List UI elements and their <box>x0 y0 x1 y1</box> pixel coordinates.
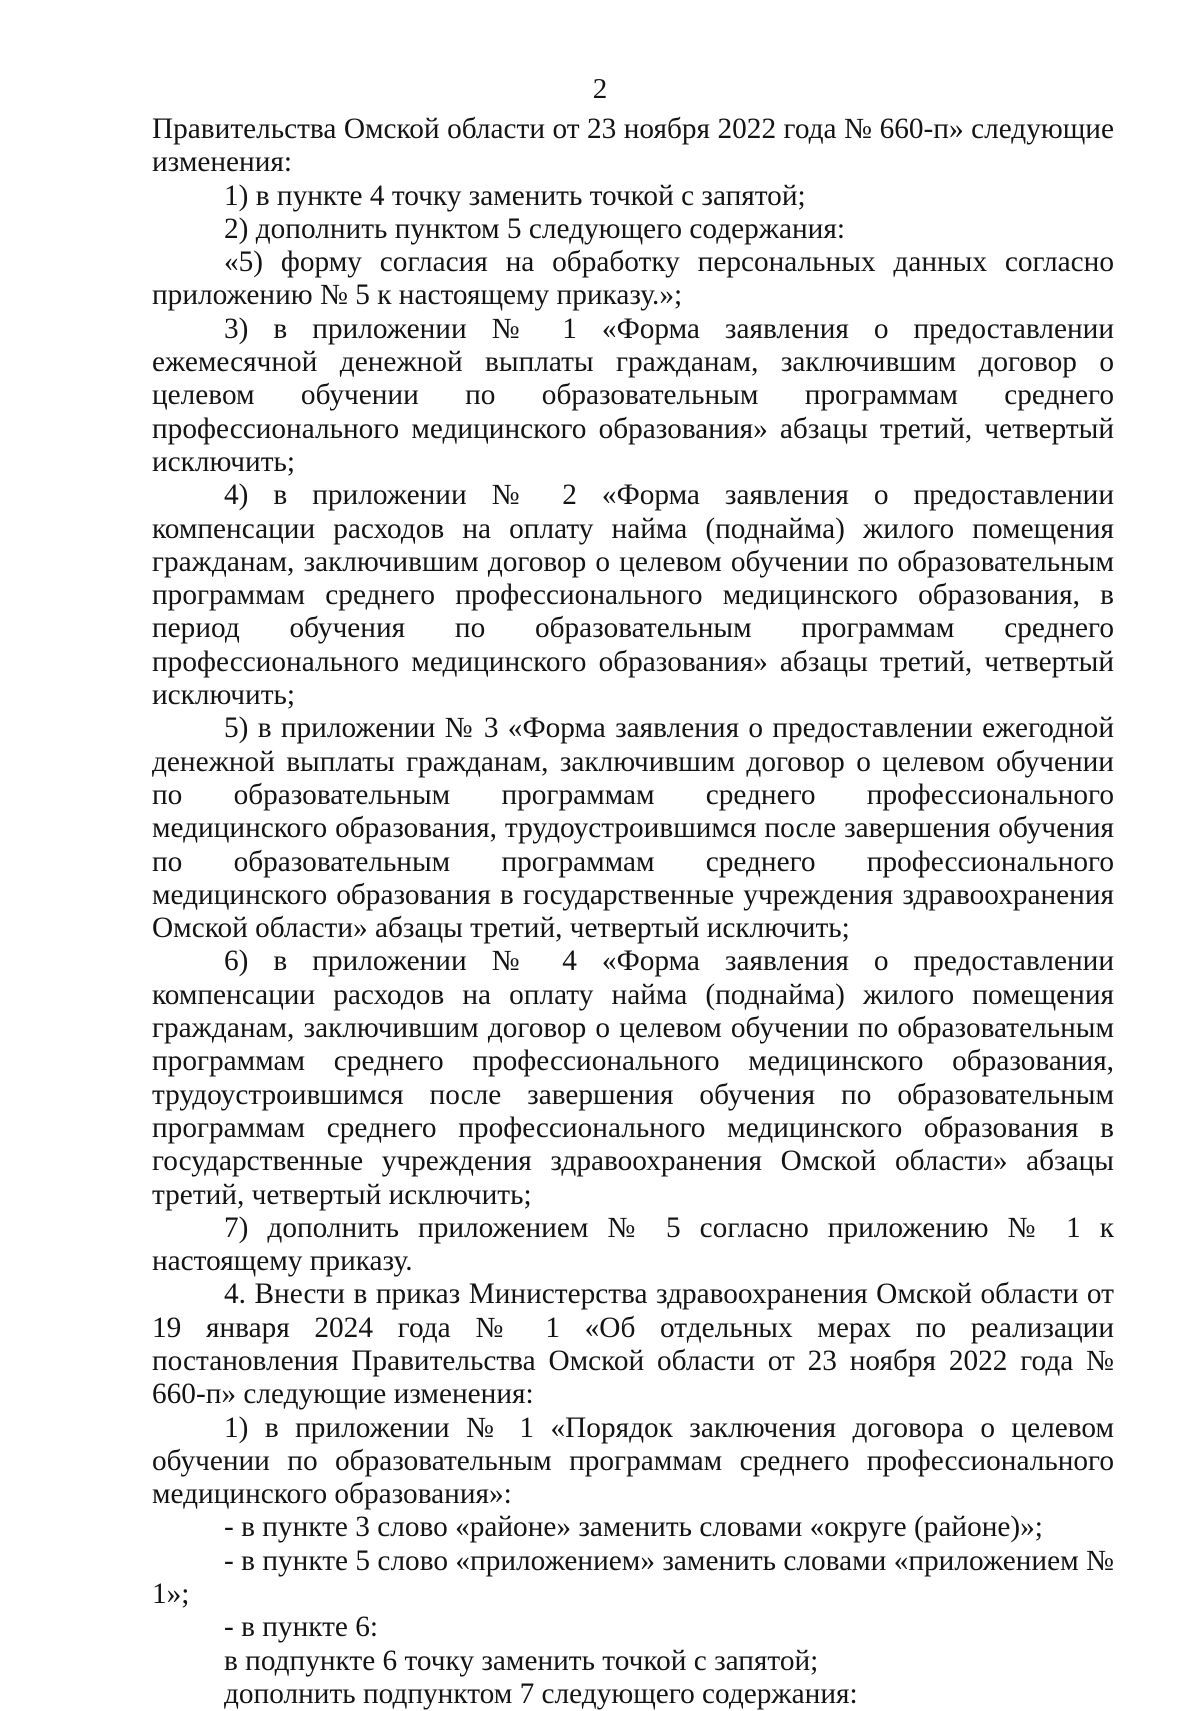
paragraph-quote-item-5: «5) форму согласия на обработку персональных данных согласно приложению № 5 к настоящему приказу.»; <box>152 246 1114 312</box>
page-number: 2 <box>592 73 608 105</box>
paragraph-item-6: 6) в приложении № 4 «Форма заявления о предоставлении компенсации расходов на оплату найма (поднайма) жилого помещения гражданам, заключившим договор о целевом обучении по образовательным программам среднего профессионального медицинского образования, трудоустроившимся после завершения обучения по образовательным программам среднего профессионального медицинского образования в государственные учреждения здравоохранения Омской области» абзацы третий, четвертый исключить; <box>152 945 1114 1211</box>
paragraph-intro: Правительства Омской области от 23 ноября 2022 года № 660-п» следующие изменения: <box>152 113 1114 179</box>
paragraph-item-2: 2) дополнить пунктом 5 следующего содержания: <box>224 212 845 245</box>
paragraph-section-4-item-1: 1) в приложении № 1 «Порядок заключения договора о целевом обучении по образовательным программам среднего профессионального медицинского образования»: <box>152 1411 1114 1511</box>
paragraph-section-4: 4. Внести в приказ Министерства здравоохранения Омской области от 19 января 2024 года № 1 «Об отдельных мерах по реализации постановления Правительства Омской области от 23 ноября 2022 года № 660-п» следующие изменения: <box>152 1278 1114 1411</box>
paragraph-dash-point-6: - в пункте 6: <box>224 1611 379 1644</box>
document-body <box>152 113 1114 1711</box>
paragraph-item-7: 7) дополнить приложением № 5 согласно приложению № 1 к настоящему приказу. <box>152 1211 1114 1278</box>
paragraph-dash-point-5: - в пункте 5 слово «приложением» заменить словами «приложением № 1»; <box>152 1544 1114 1611</box>
paragraph-subpoint-6: в подпункте 6 точку заменить точкой с запятой; <box>224 1644 819 1677</box>
paragraph-item-3: 3) в приложении № 1 «Форма заявления о предоставлении ежемесячной денежной выплаты гражданам, заключившим договор о целевом обучении по образовательным программам среднего профессионального медицинского образования» абзацы третий, четвертый исключить; <box>152 312 1114 478</box>
paragraph-item-5: 5) в приложении № 3 «Форма заявления о предоставлении ежегодной денежной выплаты гражданам, заключившим договор о целевом обучении по образовательным программам среднего профессионального медицинского образования, трудоустроившимся после завершения обучения по образовательным программам среднего профессионального медицинского образования в государственные учреждения здравоохранения Омской области» абзацы третий, четвертый исключить; <box>152 712 1114 945</box>
paragraph-subpoint-7: дополнить подпунктом 7 следующего содержания: <box>224 1677 858 1710</box>
paragraph-item-4: 4) в приложении № 2 «Форма заявления о предоставлении компенсации расходов на оплату найма (поднайма) жилого помещения гражданам, заключившим договор о целевом обучении по образовательным программам среднего профессионального медицинского образования, в период обучения по образовательным программам среднего профессионального медицинского образования» абзацы третий, четвертый исключить; <box>152 479 1114 712</box>
paragraph-dash-point-3: - в пункте 3 слово «районе» заменить словами «округе (районе)»; <box>224 1511 1043 1544</box>
paragraph-item-1: 1) в пункте 4 точку заменить точкой с запятой; <box>224 179 806 212</box>
